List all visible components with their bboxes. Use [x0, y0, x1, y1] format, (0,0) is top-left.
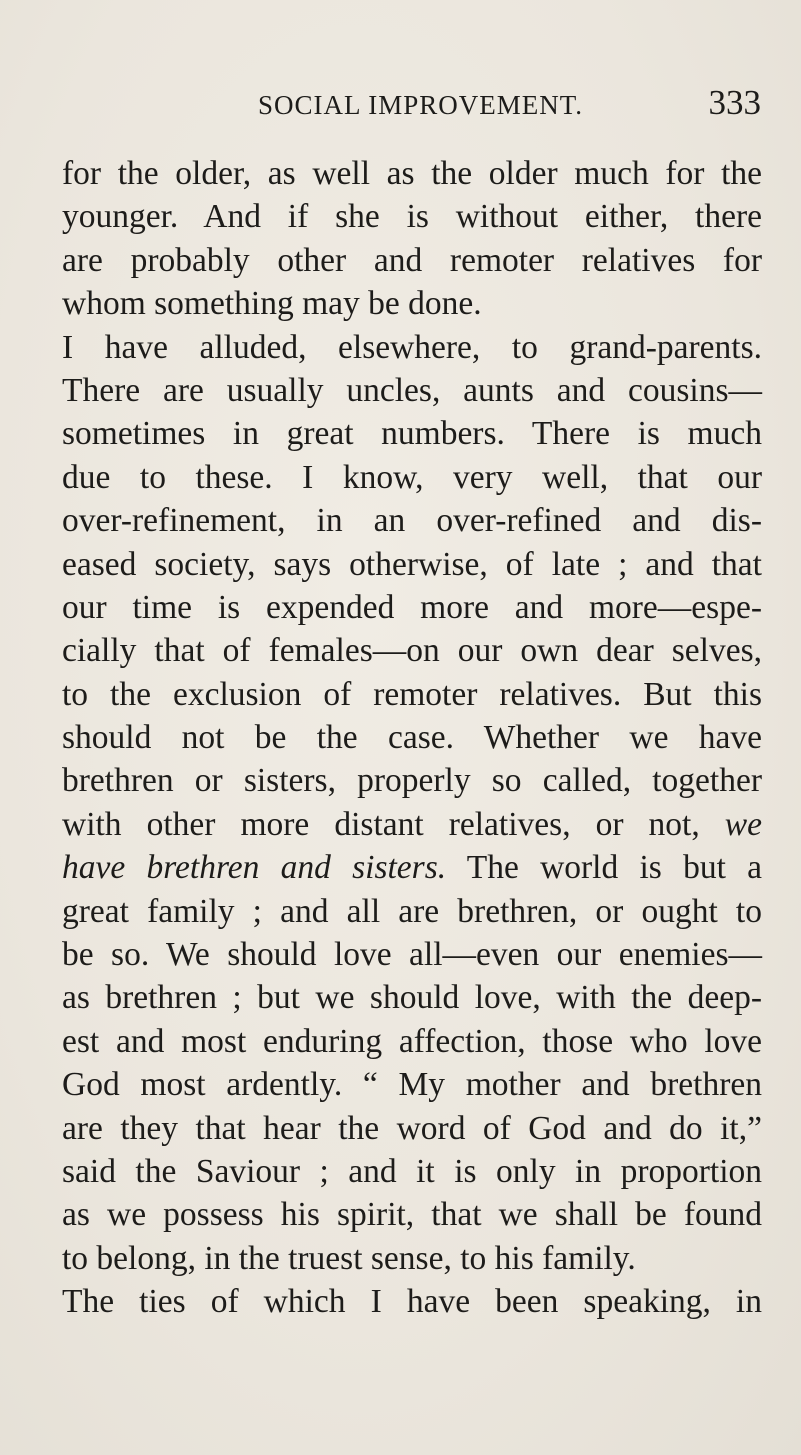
body-text [62, 152, 762, 1324]
page-number: 333 [708, 83, 761, 122]
text-line-23: are they that hear the word of God and do it,” [62, 1109, 762, 1147]
text-line-20: as brethren ; but we should love, with the deep- [62, 979, 762, 1017]
text-line-2: younger. And if she is without either, there [62, 198, 762, 236]
text-line-26: to belong, in the truest sense, to his family. [62, 1239, 636, 1277]
text-line-27: The ties of which I have been speaking, in [62, 1283, 762, 1321]
text-line-13: to the exclusion of remoter relatives. But this [62, 675, 762, 713]
text-line-22: God most ardently. “ My mother and brethren [62, 1066, 762, 1104]
text-line-6: There are usually uncles, aunts and cousins— [62, 371, 762, 409]
text-line-16 [62, 803, 762, 846]
text-line-12: cially that of females—on our own dear selves, [62, 632, 762, 670]
text-line-4: whom something may be done. [62, 285, 482, 323]
text-line-21: est and most enduring affection, those who love [62, 1022, 762, 1060]
text-line-17 [62, 846, 762, 889]
text-line-10: eased society, says otherwise, of late ; and that [62, 545, 762, 583]
italic-we: we [724, 805, 762, 843]
text-line-7: sometimes in great numbers. There is much [62, 415, 762, 453]
italic-have-brethren-and-sisters: have brethren and sisters. [62, 849, 447, 887]
text-line-11: our time is expended more and more—espe- [62, 588, 762, 626]
text-line-8: due to these. I know, very well, that our [62, 458, 762, 496]
text-line-25: as we possess his spirit, that we shall be found [62, 1196, 762, 1234]
text-line-19: be so. We should love all—even our enemies— [62, 936, 762, 974]
text-line-3: are probably other and remoter relatives for [62, 241, 762, 279]
text-line-9: over-refinement, in an over-refined and dis- [62, 502, 762, 540]
text-line-18: great family ; and all are brethren, or ought to [62, 892, 762, 930]
text-line-17-roman: The world is but a [446, 849, 762, 887]
text-line-24: said the Saviour ; and it is only in proportion [62, 1152, 762, 1190]
running-head [61, 84, 761, 126]
text-line-5: I have alluded, elsewhere, to grand-parents. [62, 328, 762, 366]
text-line-1: for the older, as well as the older much for the [62, 155, 762, 192]
text-line-14: should not be the case. Whether we have [62, 719, 762, 757]
text-line-15: brethren or sisters, properly so called, together [62, 762, 762, 800]
text-line-16-roman: with other more distant relatives, or not, [62, 805, 725, 843]
running-head-title: SOCIAL IMPROVEMENT. [258, 90, 584, 120]
